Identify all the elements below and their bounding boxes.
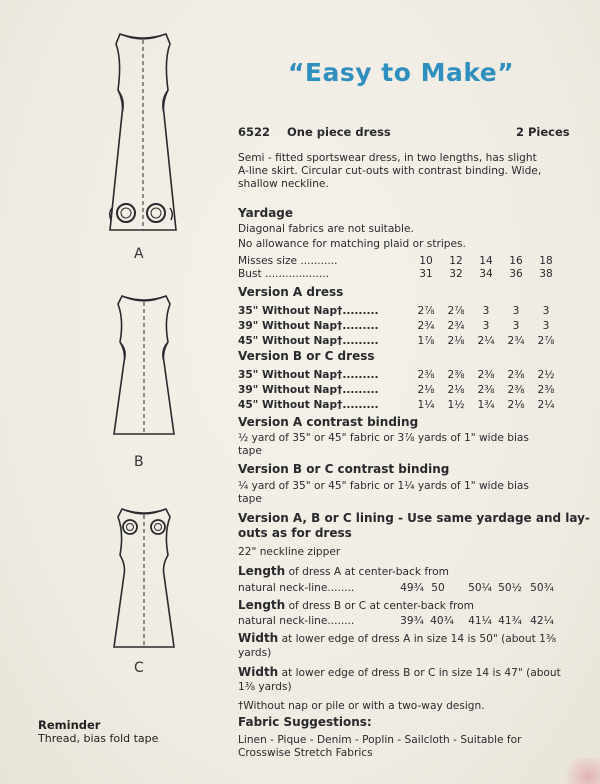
width-bc-line-1	[238, 666, 561, 680]
value-cell: 49¾	[400, 582, 424, 594]
fabric-line-1: Linen - Pique - Denim - Poplin - Sailcloth - Suitable for	[238, 734, 522, 746]
length-a-label-2: natural neck-line........	[238, 582, 355, 594]
row-label: 35" Without Nap†.........	[238, 305, 379, 317]
size-cell: 12	[449, 255, 463, 267]
value-cell: 1½	[447, 399, 465, 411]
bust-cell: 31	[419, 268, 433, 280]
fabric-line-2: Crosswise Stretch Fabrics	[238, 747, 373, 759]
value-cell: 2⅜	[477, 369, 495, 381]
lining-heading-line-2: outs as for dress	[238, 526, 352, 540]
size-cell: 16	[509, 255, 523, 267]
length-a-row	[238, 582, 578, 595]
value-cell: 3	[482, 305, 490, 317]
contrast-a-heading: Version A contrast binding	[238, 415, 419, 429]
length-a-line-1	[238, 565, 449, 579]
version-a-heading: Version A dress	[238, 285, 344, 299]
value-cell: 2⅛	[447, 384, 465, 396]
length-a-label: Length	[238, 564, 286, 578]
contrast-bc-heading: Version B or C contrast binding	[238, 462, 450, 476]
version-a-row	[238, 320, 578, 333]
version-bc-row	[238, 399, 578, 412]
value-cell: 2⅜	[417, 369, 435, 381]
value-cell: 50½	[498, 582, 522, 594]
value-cell: 2¾	[417, 320, 435, 332]
figure-a-label: A	[134, 246, 144, 262]
contrast-bc-line-1: ¼ yard of 35" or 45" fabric or 1¼ yards of 1" wide bias	[238, 480, 529, 492]
value-cell: 50¼	[468, 582, 492, 594]
bust-row	[238, 268, 578, 281]
value-cell: 2⅛	[507, 399, 525, 411]
length-bc-label: Length	[238, 598, 286, 612]
yardage-heading: Yardage	[238, 206, 294, 220]
lining-heading-line-1: Version A, B or C lining - Use same yardage and lay-	[238, 511, 590, 525]
description-line-2: A-line skirt. Circular cut-outs with contrast binding. Wide,	[238, 165, 542, 177]
value-cell: 41¾	[498, 615, 522, 627]
page-title: “Easy to Make”	[288, 58, 515, 87]
value-cell: 2⅛	[447, 335, 465, 347]
value-cell: 2¾	[447, 320, 465, 332]
figure-b-label: B	[134, 454, 144, 470]
length-bc-text: of dress B or C at center-back from	[285, 600, 474, 612]
value-cell: 2⅜	[537, 384, 555, 396]
value-cell: 1¾	[477, 399, 495, 411]
nap-note: †Without nap or pile or with a two-way design.	[238, 700, 485, 712]
width-bc-line-2: 1⅜ yards)	[238, 681, 292, 693]
length-a-text: of dress A at center-back from	[285, 566, 449, 578]
bust-label: Bust ...................	[238, 268, 330, 280]
version-bc-row	[238, 369, 578, 382]
width-bc-label: Width	[238, 665, 279, 679]
value-cell: 2¾	[507, 335, 525, 347]
width-a-label: Width	[238, 631, 279, 645]
width-a-line-1	[238, 632, 556, 646]
value-cell: 41¼	[468, 615, 492, 627]
yardage-note-1: Diagonal fabrics are not suitable.	[238, 223, 414, 235]
zipper-text: 22" neckline zipper	[238, 546, 341, 558]
pattern-number: 6522	[238, 125, 271, 139]
figure-c-dress-illustration	[104, 505, 184, 655]
bust-cell: 34	[479, 268, 493, 280]
bust-cell: 32	[449, 268, 463, 280]
value-cell: 39¾	[400, 615, 424, 627]
version-a-row	[238, 305, 578, 318]
value-cell: 2½	[537, 369, 555, 381]
figures-column	[0, 0, 230, 784]
width-a-text: at lower edge of dress A in size 14 is 50" (about 1⅜	[278, 633, 557, 645]
length-bc-label-2: natural neck-line........	[238, 615, 355, 627]
value-cell: 1¼	[417, 399, 435, 411]
figure-b-dress-illustration	[104, 292, 184, 442]
value-cell: 3	[542, 320, 550, 332]
contrast-a-line-2: tape	[238, 445, 262, 457]
sizes-row	[238, 255, 578, 268]
value-cell: 2⅜	[507, 384, 525, 396]
value-cell: 2⅞	[417, 305, 435, 317]
row-label: 45" Without Nap†.........	[238, 335, 379, 347]
value-cell: 3	[512, 305, 520, 317]
description-line-3: shallow neckline.	[238, 178, 329, 190]
width-bc-text: at lower edge of dress B or C in size 14 is 47" (about	[278, 667, 561, 679]
description-line-1: Semi - fitted sportswear dress, in two lengths, has slight	[238, 152, 537, 164]
size-cell: 18	[539, 255, 553, 267]
row-label: 45" Without Nap†.........	[238, 399, 379, 411]
fabric-heading: Fabric Suggestions:	[238, 715, 372, 729]
value-cell: 2⅜	[447, 369, 465, 381]
value-cell: 3	[542, 305, 550, 317]
value-cell: 2¼	[477, 335, 495, 347]
value-cell: 42¼	[530, 615, 554, 627]
version-bc-heading: Version B or C dress	[238, 349, 375, 363]
value-cell: 3	[482, 320, 490, 332]
value-cell: 2¼	[537, 399, 555, 411]
reminder-text: Thread, bias fold tape	[38, 732, 159, 745]
size-cell: 10	[419, 255, 433, 267]
contrast-a-line-1: ½ yard of 35" or 45" fabric or 3⅞ yards of 1" wide bias	[238, 432, 529, 444]
length-bc-row	[238, 615, 578, 628]
value-cell: 2⅛	[417, 384, 435, 396]
value-cell: 3	[512, 320, 520, 332]
figure-c-label: C	[134, 660, 144, 676]
contrast-bc-line-2: tape	[238, 493, 262, 505]
version-bc-row	[238, 384, 578, 397]
value-cell: 1⅞	[417, 335, 435, 347]
value-cell: 50¾	[530, 582, 554, 594]
yardage-note-2: No allowance for matching plaid or stripes.	[238, 238, 466, 250]
row-label: 39" Without Nap†.........	[238, 320, 379, 332]
figure-a-dress-illustration	[98, 30, 188, 240]
bust-cell: 36	[509, 268, 523, 280]
size-cell: 14	[479, 255, 493, 267]
version-a-row	[238, 335, 578, 348]
paper-stain	[560, 758, 600, 784]
value-cell: 2⅞	[447, 305, 465, 317]
value-cell: 40¾	[430, 615, 454, 627]
width-a-line-2: yards)	[238, 647, 272, 659]
length-bc-line-1	[238, 599, 474, 613]
value-cell: 2⅞	[537, 335, 555, 347]
row-label: 35" Without Nap†.........	[238, 369, 379, 381]
value-cell: 2⅜	[477, 384, 495, 396]
value-cell: 2⅜	[507, 369, 525, 381]
pattern-name: One piece dress	[287, 125, 391, 139]
pattern-pieces: 2 Pieces	[516, 125, 570, 139]
sizes-label: Misses size ...........	[238, 255, 338, 267]
reminder-heading: Reminder	[38, 718, 101, 732]
bust-cell: 38	[539, 268, 553, 280]
value-cell: 50	[431, 582, 445, 594]
reminder-block	[38, 718, 158, 746]
row-label: 39" Without Nap†.........	[238, 384, 379, 396]
